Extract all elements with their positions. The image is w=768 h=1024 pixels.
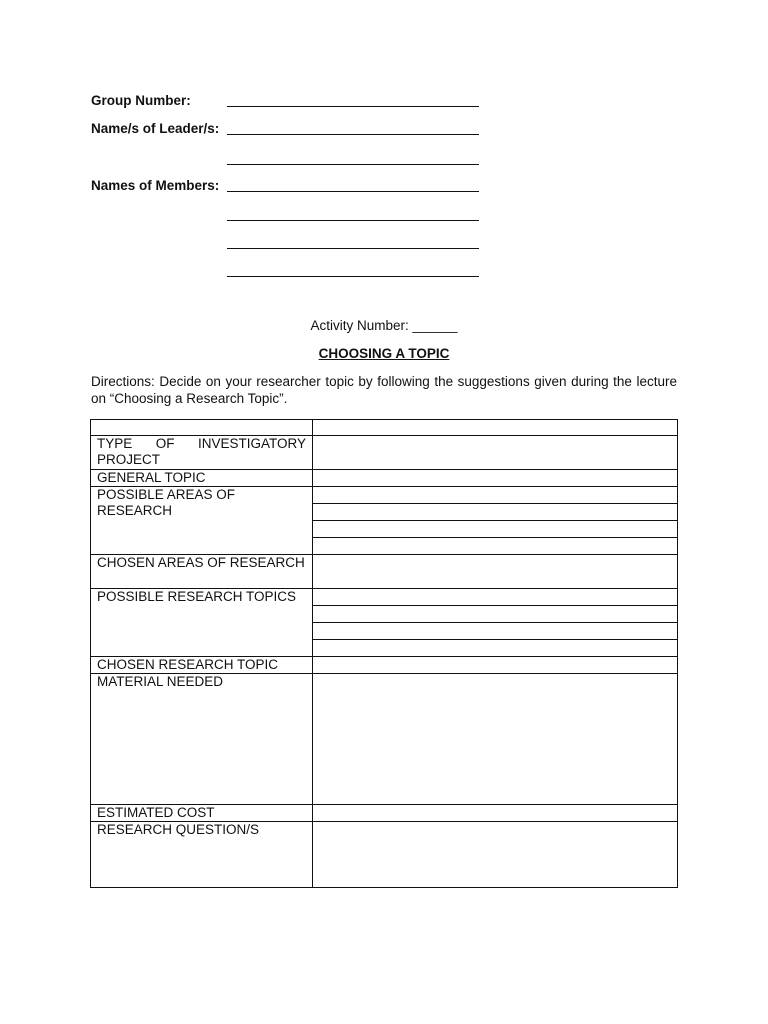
material-needed-label: MATERIAL NEEDED — [91, 674, 313, 805]
table-row — [91, 805, 678, 822]
general-topic-field[interactable] — [313, 470, 678, 487]
members-label: Names of Members: — [91, 178, 220, 193]
possible-topic-field-1[interactable] — [313, 589, 678, 606]
member-line-4[interactable] — [227, 276, 479, 277]
table-row — [91, 487, 678, 504]
research-questions-label: RESEARCH QUESTION/S — [91, 822, 313, 888]
possible-area-field-4[interactable] — [313, 538, 678, 555]
leader-line-2[interactable] — [227, 164, 479, 165]
chosen-topic-label: CHOSEN RESEARCH TOPIC — [91, 657, 313, 674]
table-row — [91, 470, 678, 487]
blank-cell — [313, 420, 678, 436]
estimated-cost-label: ESTIMATED COST — [91, 805, 313, 822]
group-number-line[interactable] — [227, 106, 479, 107]
blank-cell — [91, 420, 313, 436]
member-line-1[interactable] — [227, 191, 479, 192]
table-row — [91, 674, 678, 805]
form-title: CHOOSING A TOPIC — [318, 346, 450, 361]
material-needed-field[interactable] — [313, 674, 678, 805]
possible-area-field-3[interactable] — [313, 521, 678, 538]
table-row — [91, 589, 678, 606]
directions-text: Directions: Decide on your researcher topic by following the suggestions given during the lecture on “Choosing a Research Topic”. — [91, 374, 677, 406]
possible-area-field-1[interactable] — [313, 487, 678, 504]
possible-topic-field-2[interactable] — [313, 606, 678, 623]
chosen-areas-field[interactable] — [313, 555, 678, 589]
leaders-label: Name/s of Leader/s: — [91, 121, 220, 136]
leader-line-1[interactable] — [227, 134, 479, 135]
chosen-topic-field[interactable] — [313, 657, 678, 674]
table-row — [91, 822, 678, 888]
table-row — [91, 420, 678, 436]
general-topic-label: GENERAL TOPIC — [91, 470, 313, 487]
type-of-project-label: TYPE OF INVESTIGATORY PROJECT — [91, 436, 313, 470]
table-row — [91, 555, 678, 589]
member-line-3[interactable] — [227, 248, 479, 249]
table-row — [91, 657, 678, 674]
possible-topic-field-3[interactable] — [313, 623, 678, 640]
member-line-2[interactable] — [227, 220, 479, 221]
table-row — [91, 436, 678, 470]
estimated-cost-field[interactable] — [313, 805, 678, 822]
possible-areas-label: POSSIBLE AREAS OF RESEARCH — [91, 487, 313, 555]
chosen-areas-label: CHOSEN AREAS OF RESEARCH — [91, 555, 313, 589]
possible-area-field-2[interactable] — [313, 504, 678, 521]
topic-form-table — [90, 419, 678, 888]
possible-topics-label: POSSIBLE RESEARCH TOPICS — [91, 589, 313, 657]
activity-number: Activity Number: ______ — [310, 318, 458, 333]
type-of-project-field[interactable] — [313, 436, 678, 470]
possible-topic-field-4[interactable] — [313, 640, 678, 657]
group-number-label: Group Number: — [91, 93, 191, 108]
research-questions-field[interactable] — [313, 822, 678, 888]
